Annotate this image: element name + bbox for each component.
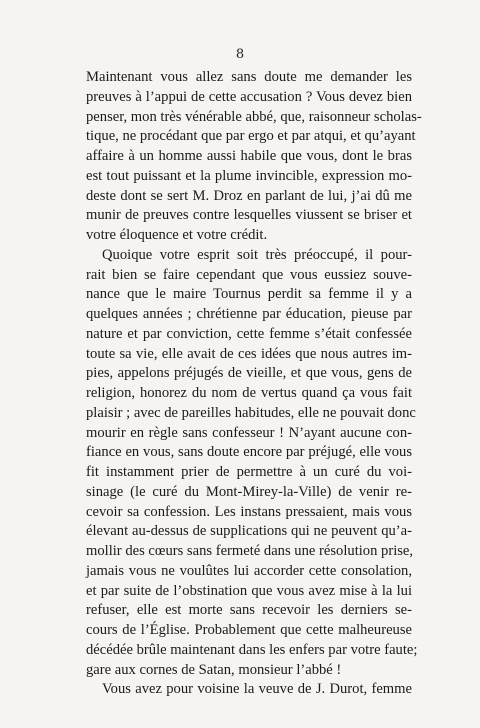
text-line: Maintenant vous allez sans doute me demander les <box>86 69 412 85</box>
text-line: fit instamment prier de permettre à un curé du voi- <box>86 464 412 480</box>
text-line: deste dont se sert M. Droz en parlant de lui, j’ai dû me <box>86 187 412 204</box>
text-line: affaire à un homme aussi habile que vous, dont le bras <box>86 148 412 164</box>
text-line: preuves à l’appui de cette accusation ? Vous devez bien <box>86 88 412 105</box>
text-line: munir de preuves contre lesquelles viussent se briser et <box>86 207 412 224</box>
text-line: cours de l’Église. Probablement que cette malheureuse <box>86 622 412 638</box>
text-line: jamais vous ne voulûtes lui accorder cette consolation, <box>86 562 412 579</box>
text-line: rait bien se faire cependant que vous eussiez souve- <box>86 266 412 283</box>
page-number: 8 <box>235 47 245 62</box>
body-text <box>86 68 422 700</box>
text-line: Quoique votre esprit soit très préoccupé, il pour- <box>102 246 412 263</box>
text-line: fiance en vous, sans doute encore par préjugé, elle vous <box>86 444 412 461</box>
text-line: plaisir ; avec de pareilles habitudes, elle ne pouvait donc <box>86 404 416 421</box>
text-line: est tout puissant et la plume invincible, expression mo- <box>86 167 412 184</box>
text-line: sinage (le curé du Mont-Mirey-la-Ville) de venir re- <box>86 483 412 500</box>
text-line: nance que le maire Tournus perdit sa femme il y a <box>86 286 412 303</box>
text-line: gare aux cornes de Satan, monsieur l’abbé ! <box>86 661 342 678</box>
text-line: cevoir sa confession. Les instans pressaient, mais vous <box>86 503 412 520</box>
text-line: penser, mon très vénérable abbé, que, raisonneur scholas- <box>86 108 422 125</box>
text-line: toute sa vie, elle avait de ces idées que nous autres im- <box>86 345 412 362</box>
text-line: pies, appelons préjugés de vieille, et que vous, gens de <box>86 365 412 382</box>
text-line: et par suite de l’obstination que vous avez mise à la lui <box>86 582 412 599</box>
text-line: nature et par conviction, cette femme s’était confessée <box>86 325 412 342</box>
text-line: mollir des cœurs sans fermeté dans une résolution prise, <box>86 543 414 559</box>
text-line: mourir en règle sans confesseur ! N’ayant aucune con- <box>86 424 412 441</box>
text-line: votre éloquence et votre crédit. <box>86 227 268 243</box>
text-line: décédée brûle maintenant dans les enfers par votre faute; <box>86 641 418 658</box>
text-line: refuser, elle est morte sans recevoir les derniers se- <box>86 602 412 619</box>
text-line: quelques années ; chrétienne par éducation, pieuse par <box>86 306 412 322</box>
text-line: élevant au-dessus de supplications qui ne peuvent qu’a- <box>86 523 412 540</box>
text-line: Vous avez pour voisine la veuve de J. Durot, femme <box>102 681 412 698</box>
text-line: religion, honorez du nom de vertus quand ça vous fait <box>86 385 412 401</box>
text-line: tique, ne procédant que par ergo et par atqui, et qu’ayant <box>86 128 416 145</box>
